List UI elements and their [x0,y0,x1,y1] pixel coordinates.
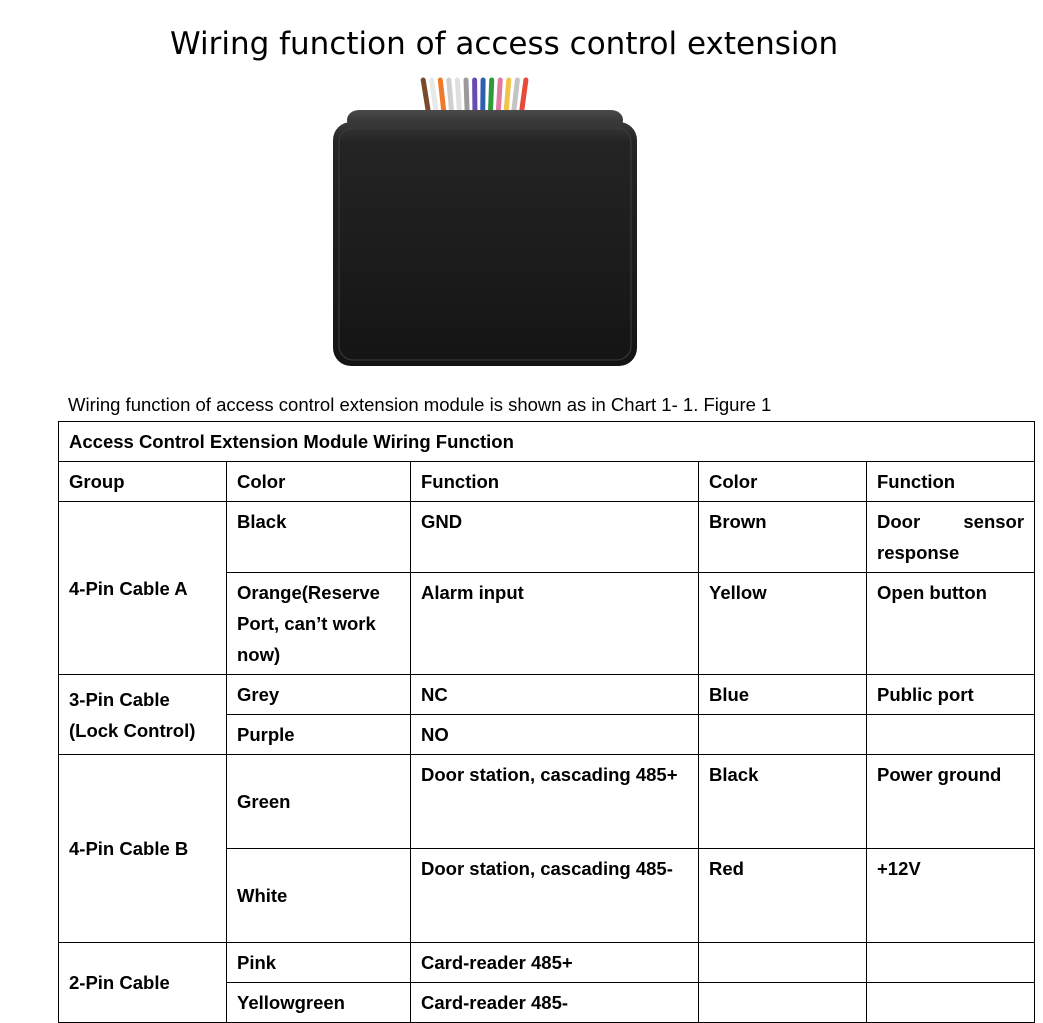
table-row [59,502,1035,573]
color-cell [699,943,867,983]
function-cell: Open button [867,573,1035,675]
function-cell: +12V [867,849,1035,943]
function-cell [867,943,1035,983]
color-cell [699,983,867,1023]
group-cell: 4-Pin Cable A [59,502,227,675]
group-cell: 3-Pin Cable (Lock Control) [59,675,227,755]
color-cell: Grey [227,675,411,715]
header-color-2: Color [699,462,867,502]
header-group: Group [59,462,227,502]
page-title: Wiring function of access control extension [170,26,838,62]
color-cell: Orange(Reserve Port, can’t work now) [227,573,411,675]
table-row [59,755,1035,849]
table-caption: Access Control Extension Module Wiring Function [59,422,1035,462]
color-cell: Yellowgreen [227,983,411,1023]
header-color: Color [227,462,411,502]
module-photo [325,76,645,372]
function-cell: GND [411,502,699,573]
group-cell: 2-Pin Cable [59,943,227,1023]
function-cell: Public port [867,675,1035,715]
function-cell: Door station, cascading 485- [411,849,699,943]
header-function: Function [411,462,699,502]
module-box [333,122,637,366]
function-cell: Card-reader 485- [411,983,699,1023]
color-cell: Brown [699,502,867,573]
color-cell: White [227,849,411,943]
color-cell: Pink [227,943,411,983]
color-cell: Red [699,849,867,943]
group-cell: 4-Pin Cable B [59,755,227,943]
function-cell: NO [411,715,699,755]
color-cell: Black [699,755,867,849]
color-cell: Black [227,502,411,573]
header-function-2: Function [867,462,1035,502]
function-cell [867,715,1035,755]
table-header-row [59,462,1035,502]
function-cell [867,983,1035,1023]
table-row [59,675,1035,715]
function-cell: Card-reader 485+ [411,943,699,983]
function-cell: NC [411,675,699,715]
table-row [59,943,1035,983]
function-cell: Door sensor response [867,502,1035,573]
table-caption-row [59,422,1035,462]
color-cell: Yellow [699,573,867,675]
function-cell: Alarm input [411,573,699,675]
color-cell [699,715,867,755]
intro-text: Wiring function of access control extension module is shown as in Chart 1- 1. Figure 1 [68,394,771,416]
wiring-function-table [58,421,1035,1023]
color-cell: Blue [699,675,867,715]
function-cell: Power ground [867,755,1035,849]
color-cell: Purple [227,715,411,755]
function-cell: Door station, cascading 485+ [411,755,699,849]
color-cell: Green [227,755,411,849]
